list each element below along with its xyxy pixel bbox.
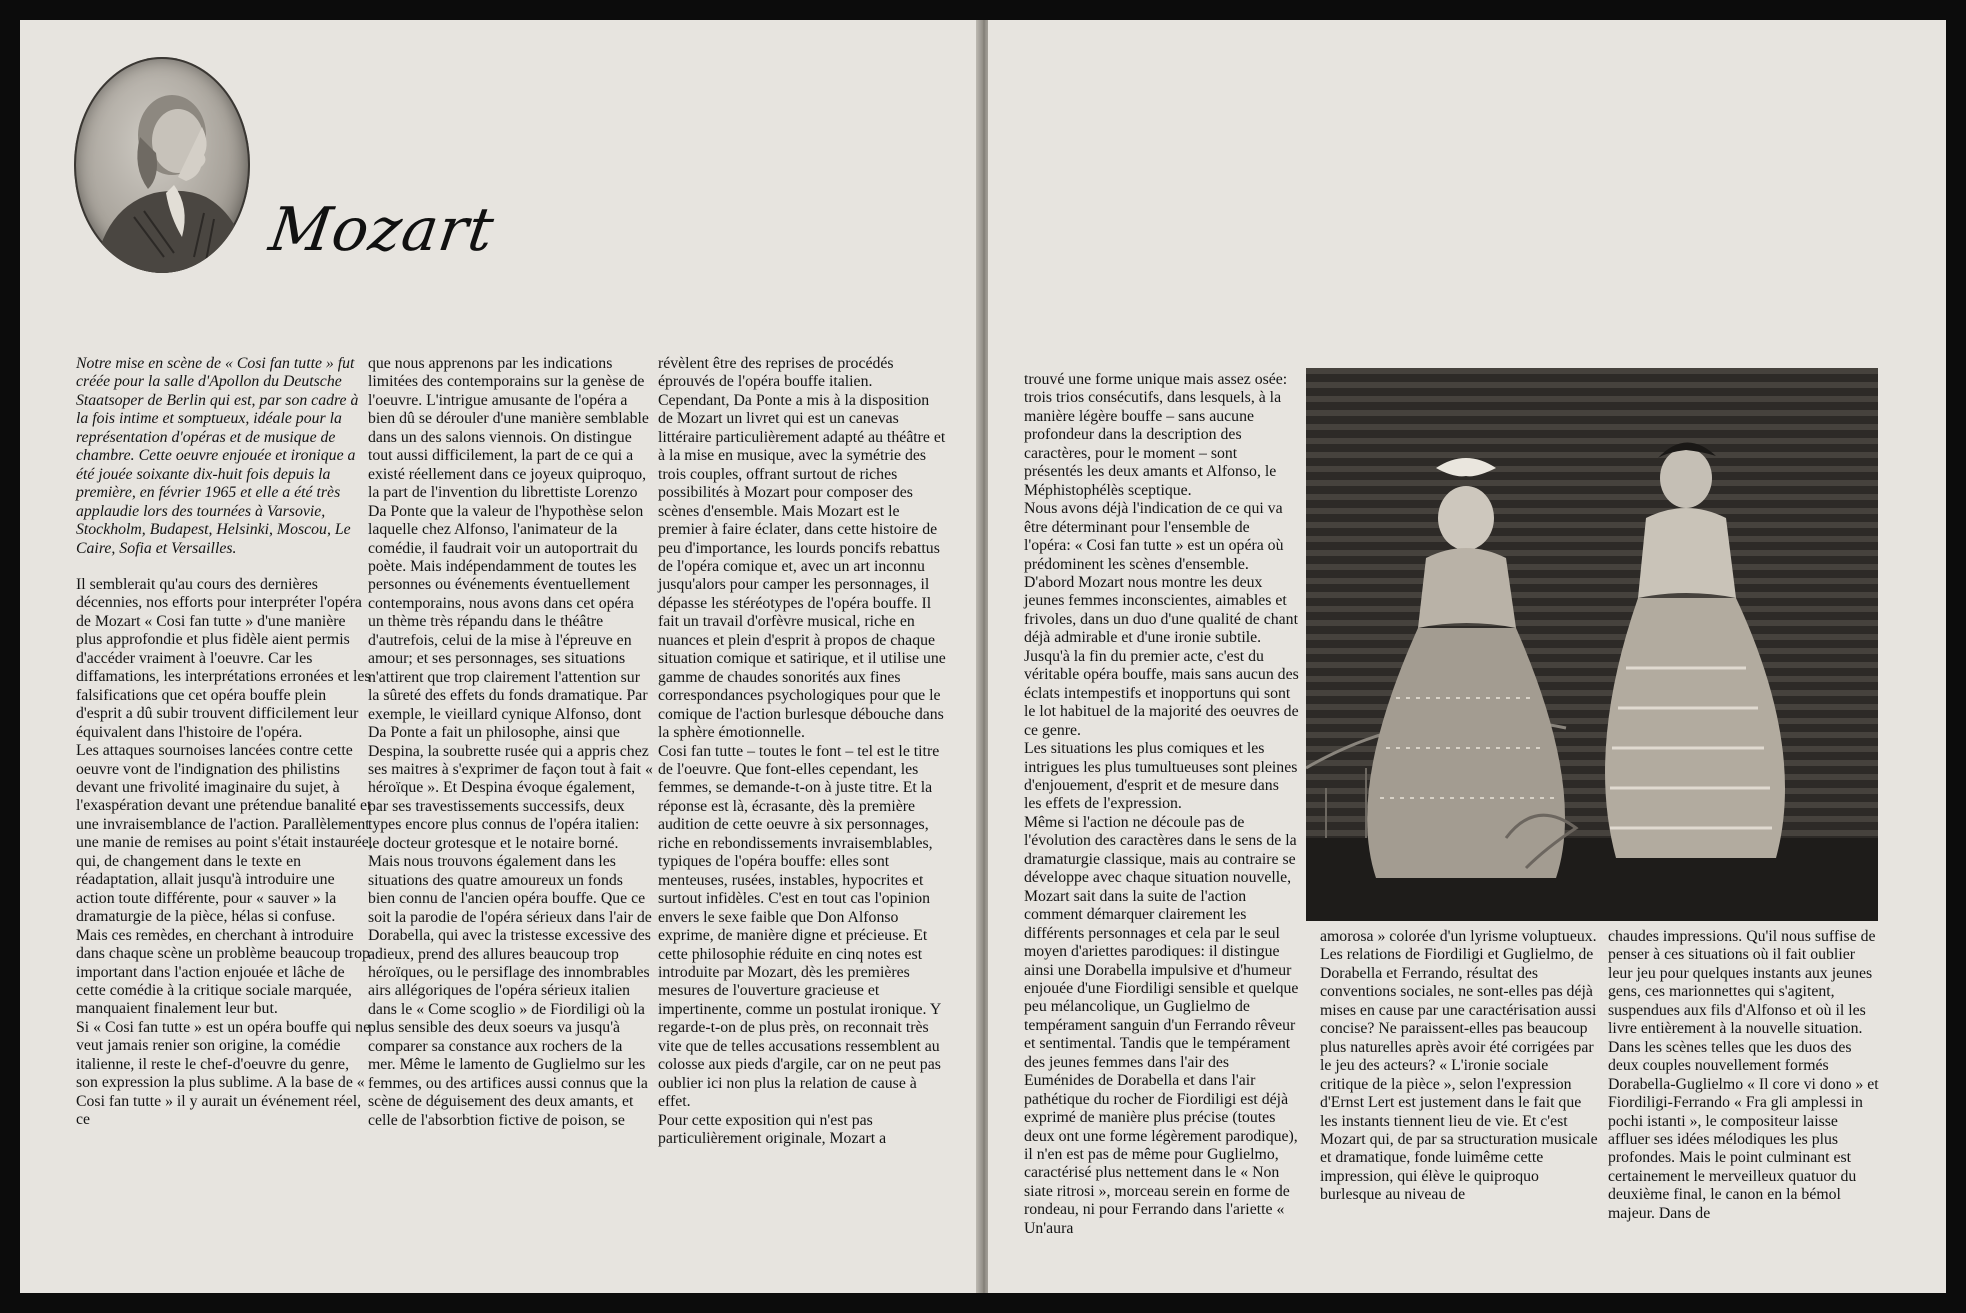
body-paragraph: Si « Cosi fan tutte » est un opéra bouffe qui ne veut jamais renier son origine, la comédie italienne, il reste le chef-d'oeuvre du genre, son expression la plus sublime. A la base de « Cosi fan tutte » il y aurait un événement réel, ce (76, 1018, 371, 1129)
body-paragraph: Cependant, Da Ponte a mis à la disposition de Mozart un livret qui est un canevas littéraire particulièrement adapté au théâtre et à la mise en musique, avec la symétrie des trois couples, offrant surtout de riches possibilités à Mozart pour composer des scènes d'ensemble. Mais Mozart est le premier à faire éclater, dans cette histoire de peu d'importance, les lourds poncifs rebattus de l'opéra comique et, avec un art inconnu jusqu'alors pour camper les personnages, il dépasse les stéréotypes de l'opéra bouffe. Il fait un travail d'orfèvre musical, riche en nuances et plein d'esprit à propos de chaque situation comique et satirique, et il utilise une gamme de chaudes sonorités aux fines correspondances psychologiques pour que le comique de l'action burlesque débouche dans la sphère émotionnelle. (658, 391, 946, 742)
body-paragraph: Les situations les plus comiques et les intrigues les plus tumultueuses sont pleines d'enjouement, d'esprit et de mesure dans les effets de l'expression. (1024, 740, 1298, 813)
right-column-2 (1320, 928, 1600, 1205)
right-column-1 (1024, 371, 1299, 1238)
right-column-3 (1608, 928, 1880, 1223)
body-paragraph: trouvé une forme unique mais assez osée: trois trios consécutifs, dans lesquels, à la manière légère bouffe – sans aucune profondeur dans la description des caractères, pour le moment – sont présentés les deux amants et Alfonso, le Méphistophélès sceptique. (1024, 371, 1288, 499)
left-page (20, 20, 980, 1293)
portrait-illustration (74, 57, 250, 273)
body-paragraph: Les attaques sournoises lancées contre cette oeuvre vont de l'indignation des philistins devant une frivolité imaginaire du sujet, à l'exaspération devant une prétendue banalité et une invraisemblance de l'action. Parallèlement une manie de remises au point s'était instaurée, qui, de changement dans le texte en réadaptation, allait jusqu'à introduire une action toute différente, pour « sauver » la dramaturgie de la pièce, hélas si confuse. (76, 742, 373, 926)
body-paragraph: Mais ces remèdes, en cherchant à introduire dans chaque scène un problème beaucoup trop important dans l'action enjouée et lâche de cette comédie à la critique sociale marquée, manquaient finalement leur but. (76, 926, 370, 1018)
right-page (988, 20, 1946, 1293)
body-paragraph: D'abord Mozart nous montre les deux jeunes femmes inconscientes, aimables et frivoles, dans un duo d'une qualité de chant déjà admirable et d'une ironie subtile. Jusqu'à la fin du premier acte, c'est du véritable opéra bouffe, mais sans aucun des éclats intempestifs et inopportuns qui sont le lot habituel de la majorité des oeuvres de ce genre. (1024, 573, 1299, 739)
left-column-3 (658, 355, 946, 1148)
mozart-signature: Mozart (265, 195, 499, 265)
paragraph-gap (76, 558, 374, 576)
stage-photo (1306, 368, 1878, 921)
body-paragraph: amorosa » colorée d'un lyrisme voluptueux. Les relations de Fiordiligi et Guglielmo, de Dorabella et Ferrando, résultat des conventions sociales, ne sont-elles pas déjà mises en cause par une caractérisation aussi concise? Ne paraissent-elles pas beaucoup plus naturelles après avoir été corrigées par le jeu des acteurs? « L'ironie sociale critique de la pièce », selon l'expression d'Ernst Lert est justement dans le fait que les instants tiennent lieu de vie. Et c'est Mozart qui, de par sa structuration musicale et dramatique, fonde luimême cette impression, qui élève le quiproquo burlesque au niveau de (1320, 928, 1598, 1204)
left-column-2 (368, 355, 653, 1130)
opera-scene-illustration (1306, 368, 1878, 921)
body-paragraph: Même si l'action ne découle pas de l'évolution des caractères dans le sens de la dramaturgie classique, mais au contraire se développe avec chaque situation nouvelle, Mozart sait dans la suite de l'action comment démarquer clairement les différents personnages et cela par le seul moyen d'ariettes parodiques: il distingue ainsi une Dorabella impulsive et d'humeur enjouée d'une Fiordiligi sensible et quelque peu mélancolique, un Guglielmo de tempérament sanguin d'un Ferrando rêveur et sentimental. Tandis que le tempérament des jeunes femmes dans l'air des Euménides de Dorabella et dans l'air pathétique du rocher de Fiordiligi est déjà exprimé de manière plus précise (toutes deux ont une forme légèrement parodique), il n'en est pas de même pour Guglielmo, caractérisé plus nettement dans le « Non siate ritrosi », morceau serein en forme de rondeau, ni pour Ferrando dans l'ariette « Un'aura (1024, 813, 1299, 1237)
body-paragraph: Cosi fan tutte – toutes le font – tel est le titre de l'oeuvre. Que font-elles cependant, les femmes, se demande-t-on à juste titre. Et la réponse est là, écrasante, dès la première audition de cette oeuvre à six personnages, riche en rebondissements invraisemblables, typiques de l'opéra bouffe: elles sont menteuses, rusées, instables, hypocrites et surtout infidèles. C'est en tout cas l'opinion envers le sexe faible que Don Alfonso exprime, de manière digne et précieuse. Et cette philosophie réduite en cinq notes est introduite par Mozart, dès les premières mesures de l'ouverture gracieuse et impertinente, comme un postulat ironique. Y regarde-t-on de plus près, on reconnait très vite que de telles accusations ressemblent au colosse aux pieds d'argile, car on ne peut pas oublier ici non plus la relation de cause à effet. (658, 742, 941, 1111)
body-paragraph: chaudes impressions. Qu'il nous suffise de penser à ces situations où il fait oublier leur jeu pour quelques instants aux jeunes gens, ces marionnettes qui s'agitent, suspendues aux fils d'Alfonso et où il les livre entièrement à la nouvelle situation. Dans les scènes telles que les duos des deux couples nouvellement formés Dorabella-Guglielmo « Il core vi dono » et Fiordiligi-Ferrando « Fra gli amplessi in pochi istanti », le compositeur laisse affluer ses idées mélodiques les plus profondes. Mais le point culminant est certainement le merveilleux quatuor du deuxième final, le canon en la bémol majeur. Dans de (1608, 928, 1879, 1222)
body-paragraph: Pour cette exposition qui n'est pas particulièrement originale, Mozart a (658, 1111, 887, 1148)
mozart-portrait (74, 57, 250, 273)
left-column-1 (76, 355, 374, 1130)
body-paragraph: que nous apprenons par les indications limitées des contemporains sur la genèse de l'oeuvre. L'intrigue amusante de l'opéra a bien dû se dérouler d'une manière semblable dans un des salons viennois. On distingue tout aussi difficilement, la part de ce qui a existé réellement dans ce joyeux quiproquo, la part de l'invention du librettiste Lorenzo Da Ponte que la valeur de l'hypothèse selon laquelle chez Alfonso, l'animateur de la comédie, il faudrait voir un autoportrait du poète. Mais indépendamment de toutes les personnes ou événements éventuellement contemporains, nous avons dans cet opéra un thème très répandu dans le théâtre d'autrefois, celui de la mise à l'épreuve en amour; et ses personnages, ses situations n'attirent que trop clairement l'attention sur la sûreté des effets du fonds dramatique. Par exemple, le vieillard cynique Alfonso, dont Da Ponte a fait un philosophe, ainsi que Despina, la soubrette rusée qui a appris chez ses maitres à s'exprimer de façon tout à fait « héroïque ». Et Despina évoque également, par ses travestissements successifs, deux types encore plus connus de l'opéra italien: le docteur grotesque et le notaire borné. Mais nous trouvons également dans les situations des quatre amoureux un fonds bien connu de l'ancien opéra bouffe. Que ce soit la parodie de l'opéra sérieux dans l'air de Dorabella, qui avec la tristesse excessive des adieux, prend des allures beaucoup trop héroïques, ou le persiflage des innombrables airs allégoriques de l'opéra sérieux italien dans le « Come scoglio » de Fiordiligi où la plus sensible des deux soeurs va jusqu'à comparer sa constance aux rochers de la mer. Même le lamento de Guglielmo sur les femmes, ou des artifices aussi connus que la scène de déguisement des deux amants, et celle de l'absorbtion fictive de poison, se (368, 355, 653, 1129)
body-paragraph: Nous avons déjà l'indication de ce qui va être déterminant pour l'ensemble de l'opéra: « Cosi fan tutte » est un opéra où prédominent les scènes d'ensemble. (1024, 500, 1284, 573)
intro-paragraph: Notre mise en scène de « Cosi fan tutte » fut créée pour la salle d'Apollon du Deutsche Staatsoper de Berlin qui est, par son cadre à la fois intime et somptueux, idéale pour la représentation d'opéras et de musique de chambre. Cette oeuvre enjouée et ironique a été jouée soixante dix-huit fois depuis la première, en février 1965 et elle a été très applaudie lors des tournées à Varsovie, Stockholm, Budapest, Helsinki, Moscou, Le Caire, Sofia et Versailles. (76, 355, 359, 557)
body-paragraph: Il semblerait qu'au cours des dernières décennies, nos efforts pour interpréter l'opéra de Mozart « Cosi fan tutte » d'une manière plus approfondie et plus fidèle aient permis d'accéder vraiment à l'oeuvre. Car les diffamations, les interprétations erronées et les falsifications que cet opéra bouffe plein d'esprit a dû subir trouvent difficilement leur équivalent dans l'histoire de l'opéra. (76, 575, 371, 741)
body-paragraph: révèlent être des reprises de procédés éprouvés de l'opéra bouffe italien. (658, 355, 894, 391)
